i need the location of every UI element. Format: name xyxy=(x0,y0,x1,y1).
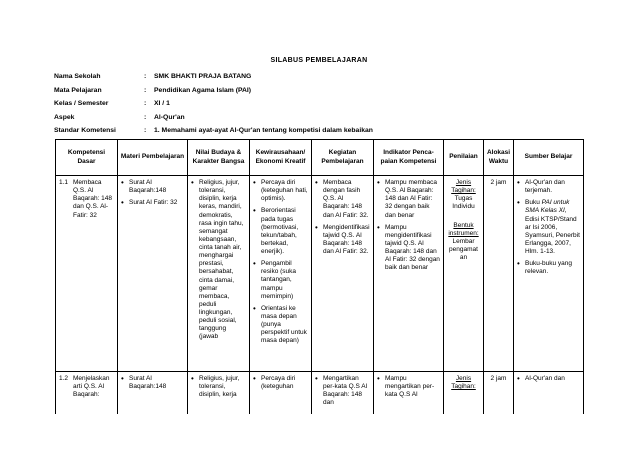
header-kegiatan: Kegiatan Pembelajaran xyxy=(312,140,374,176)
page-title: SILABUS PEMBELAJARAN xyxy=(270,57,368,64)
table-row xyxy=(56,372,584,414)
cell-materi xyxy=(118,372,188,414)
header-kewirausahaan: Kewirausahaan/ Ekonomi Kreatif xyxy=(250,140,312,176)
penilaian-bentuk-value: Lembar pengamat an xyxy=(449,237,478,261)
cell-kegiatan xyxy=(312,176,374,372)
meta-row-standard: Standar Kometensi : 1. Memahami ayat-ayat Al-Qur'an tentang kompetisi dalam kebaikan xyxy=(54,127,373,141)
kd-text: Menjelaskan arti Q.S. Al Baqarah: xyxy=(73,375,110,399)
list-item: • Al-Qur'an dan xyxy=(525,375,580,383)
meta-value: 1. Memahami ayat-ayat Al-Qur'an tentang kompetisi dalam kebaikan xyxy=(154,127,373,134)
header-alokasi: Alokasi Waktu xyxy=(484,140,514,176)
cell-alokasi: 2 jam xyxy=(484,176,514,372)
cell-nilai xyxy=(188,372,250,414)
list-item: • Surat Al Fatir: 32 xyxy=(129,199,184,207)
list-item: • Mampu mengartikan per-kata Q.S Al xyxy=(385,375,440,399)
cell-sumber xyxy=(514,176,584,372)
list-item: • Surat Al Baqarah:148 xyxy=(129,179,184,195)
syllabus-table xyxy=(55,139,584,414)
list-item: • Percaya diri (keteguhan xyxy=(261,375,308,391)
list-item: • Orientasi ke masa depan (punya perspektif untuk masa depan) xyxy=(261,305,308,346)
meta-label: Aspek xyxy=(54,113,75,121)
list-item: • Pengambil resiko (suka tantangan, mampu memimpin) xyxy=(261,260,308,301)
cell-materi xyxy=(118,176,188,372)
list-item: • Berorientasi pada tugas (bermotivasi, tekun/tabah, bertekad, enerjik). xyxy=(261,207,308,256)
book-title: PAI untuk SMA Kelas XI, xyxy=(525,199,570,215)
meta-label: Kelas / Semester xyxy=(54,100,109,107)
list-item: • Mampu mengidentifikasi tajwid Q.S. Al Baqarah: 148 dan Al Fatir: 32 dengan baik dan benar xyxy=(385,224,440,273)
cell-penilaian xyxy=(444,176,484,372)
list-item: • Membaca dengan fasih Q.S. Al Baqarah: 148 dan Al Fatir: 32. xyxy=(323,179,370,220)
header-indikator: Indikator Penca-paian Kompetensi xyxy=(374,140,444,176)
meta-row-school: Nama Sekolah : SMK BHAKTI PRAJA BATANG xyxy=(54,73,373,87)
penilaian-jenis-label: Jenis Tagihan: xyxy=(451,179,476,195)
meta-label: Nama Sekolah xyxy=(54,73,101,80)
header-materi: Materi Pembelajaran xyxy=(118,140,188,176)
penilaian-bentuk-label: Bentuk instrumen: xyxy=(448,221,479,237)
kd-number: 1.2 xyxy=(59,375,69,382)
header-penilaian: Penilaian xyxy=(444,140,484,176)
list-item: • Mengartikan per-kata Q.S Al Baqarah: 148 dan xyxy=(323,375,370,408)
cell-kewirausahaan xyxy=(250,372,312,414)
cell-kewirausahaan xyxy=(250,176,312,372)
penilaian-jenis-label: Jenis Tagihan: xyxy=(451,375,476,391)
list-item: • Surat Al Baqarah:148 xyxy=(129,375,184,391)
kd-text: Membaca Q.S. Al Baqarah: 148 dan Q.S. Al-Fatir: 32 xyxy=(73,179,113,219)
table-header-row xyxy=(56,140,584,176)
meta-value: Al-Qur'an xyxy=(154,113,185,121)
penilaian-jenis-value: Tugas Individu xyxy=(452,195,475,211)
header-kd: Kompetensi Dasar xyxy=(56,140,118,176)
cell-sumber xyxy=(514,372,584,414)
meta-label: Standar Kometensi xyxy=(54,127,116,134)
cell-indikator xyxy=(374,176,444,372)
list-item: • Buku-buku yang relevan. xyxy=(525,260,580,276)
cell-kd xyxy=(56,176,118,372)
kd-number: 1.1 xyxy=(59,179,69,186)
document-meta xyxy=(54,73,373,141)
list-item: • Religius, jujur, toleransi, disiplin, kerja keras, mandiri, demokratis, rasa ingin tahu, semangat kebangsaan, cinta tanah air, menghargai prestasi, bersahabat, cinta damai, gemar membaca, peduli lingkungan, peduli sosial, tanggung (jawab xyxy=(199,179,246,342)
meta-value: Pendidikan Agama Islam (PAI) xyxy=(154,86,252,94)
list-item: • Percaya diri (keteguhan hati, optimis). xyxy=(261,179,308,203)
cell-alokasi: 2 jam xyxy=(484,372,514,414)
cell-kd xyxy=(56,372,118,414)
list-item: • Buku PAI untuk SMA Kelas XI, Edisi KTSP/Stand ar Isi 2006, Syamsuri, Penerbit Erlangga, 2007, Hlm. 1-13. xyxy=(525,199,580,256)
meta-row-subject: Mata Pelajaran : Pendidikan Agama Islam (PAI) xyxy=(54,87,373,101)
header-nilai: Nilai Budaya & Karakter Bangsa xyxy=(188,140,250,176)
cell-kegiatan xyxy=(312,372,374,414)
meta-value: XI / 1 xyxy=(154,100,170,107)
cell-penilaian xyxy=(444,372,484,414)
table-row xyxy=(56,176,584,372)
list-item: • Mengidentifikasi tajwid Q.S. Al Baqarah: 148 dan Al Fatir: 32. xyxy=(323,224,370,257)
list-item: • Al-Qur'an dan terjemah. xyxy=(525,179,580,195)
meta-row-class: Kelas / Semester : XI / 1 xyxy=(54,100,373,114)
header-sumber: Sumber Belajar xyxy=(514,140,584,176)
meta-value: SMK BHAKTI PRAJA BATANG xyxy=(154,73,252,80)
list-item: • Mampu membaca Q.S. Al Baqarah: 148 dan Al Fatir: 32 dengan baik dan benar xyxy=(385,179,440,220)
meta-row-aspect: Aspek : Al-Qur'an xyxy=(54,114,373,128)
list-item: • Religius, jujur, toleransi, disiplin, kerja xyxy=(199,375,246,399)
cell-nilai xyxy=(188,176,250,372)
meta-label: Mata Pelajaran xyxy=(54,86,102,94)
cell-indikator xyxy=(374,372,444,414)
